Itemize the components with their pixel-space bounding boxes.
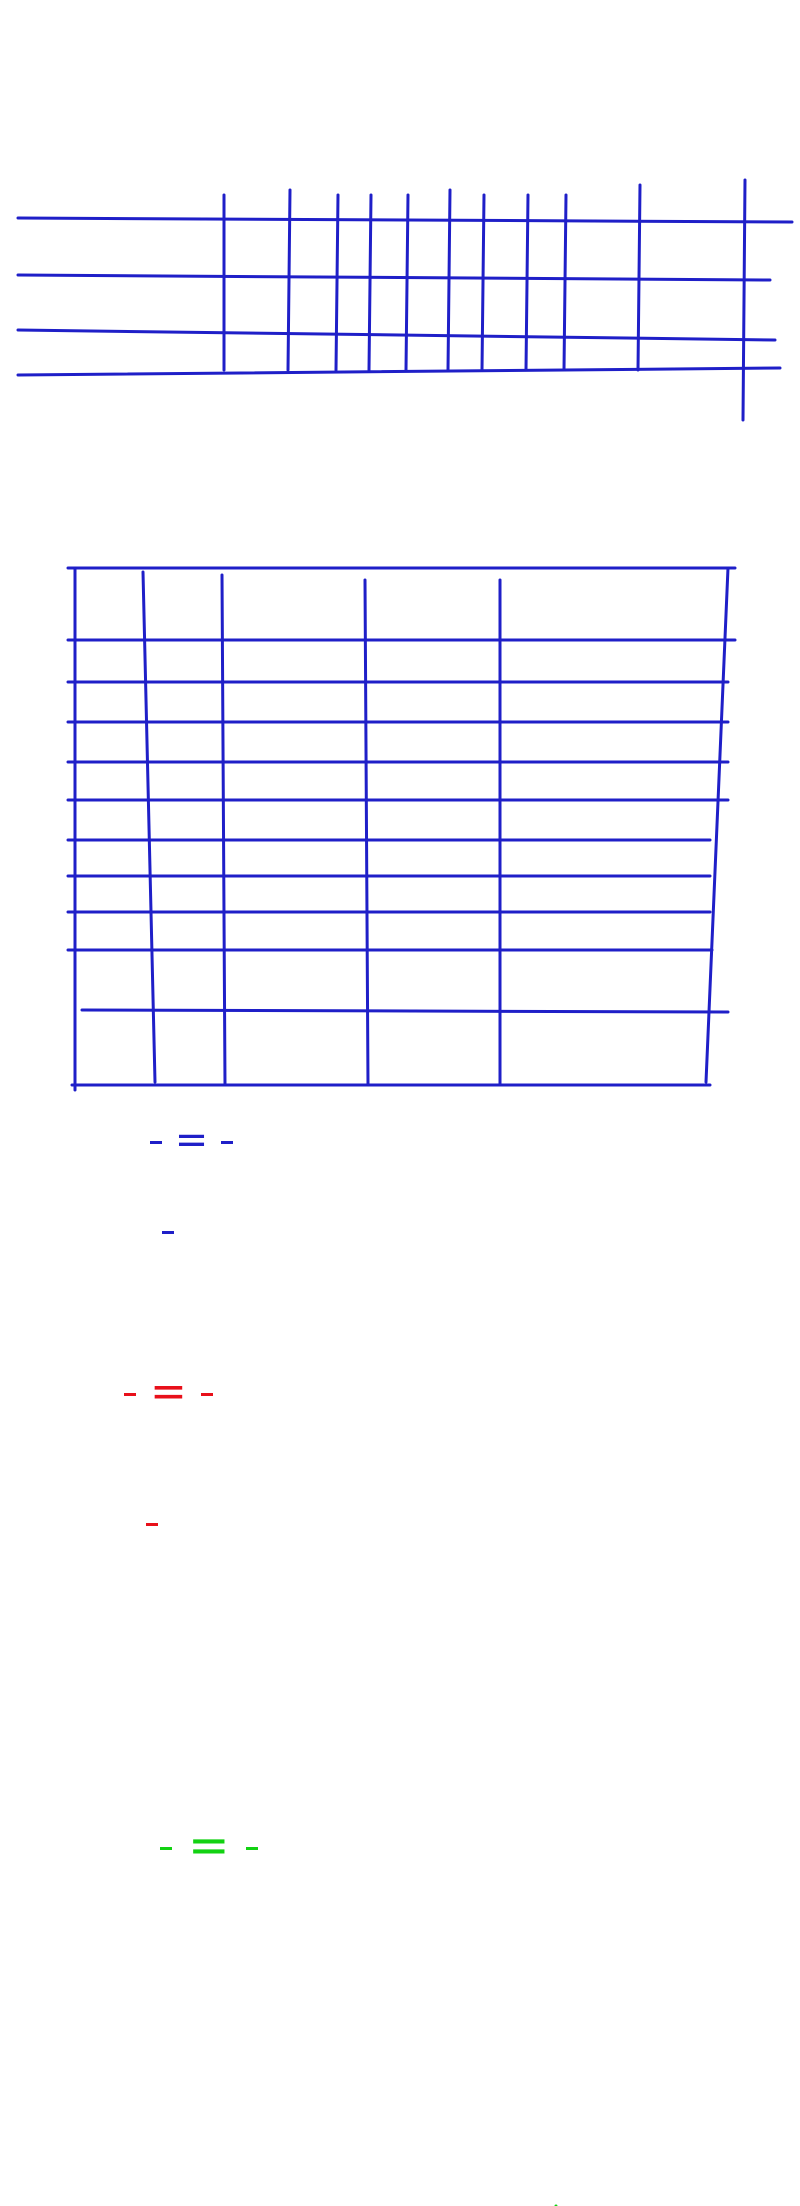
mean1-fraction2 xyxy=(221,1141,233,1144)
f-fraction xyxy=(160,1847,172,1850)
mean2-num xyxy=(162,1231,174,1234)
mean2-fraction xyxy=(162,1231,174,1234)
f-formula xyxy=(160,1816,258,1874)
mean1-fraction xyxy=(150,1141,162,1144)
s1-fraction2 xyxy=(201,1393,213,1396)
mean1-eq: = xyxy=(174,1117,209,1163)
s1-num xyxy=(124,1393,136,1396)
f-num2 xyxy=(246,1847,258,1850)
s2-formula xyxy=(146,1500,158,1544)
s1-num2 xyxy=(201,1393,213,1396)
s1-formula xyxy=(124,1366,213,1417)
mean1-num2 xyxy=(221,1141,233,1144)
s1-fraction xyxy=(124,1393,136,1396)
s2-fraction xyxy=(146,1523,158,1526)
mean1-formula xyxy=(150,1117,233,1163)
f-fraction2 xyxy=(246,1847,258,1850)
mean1-num xyxy=(150,1141,162,1144)
f-num xyxy=(160,1847,172,1850)
s2-num xyxy=(146,1523,158,1526)
f-eq: = xyxy=(187,1816,230,1874)
s1-eq: = xyxy=(150,1366,187,1417)
mean2-formula xyxy=(162,1210,174,1250)
